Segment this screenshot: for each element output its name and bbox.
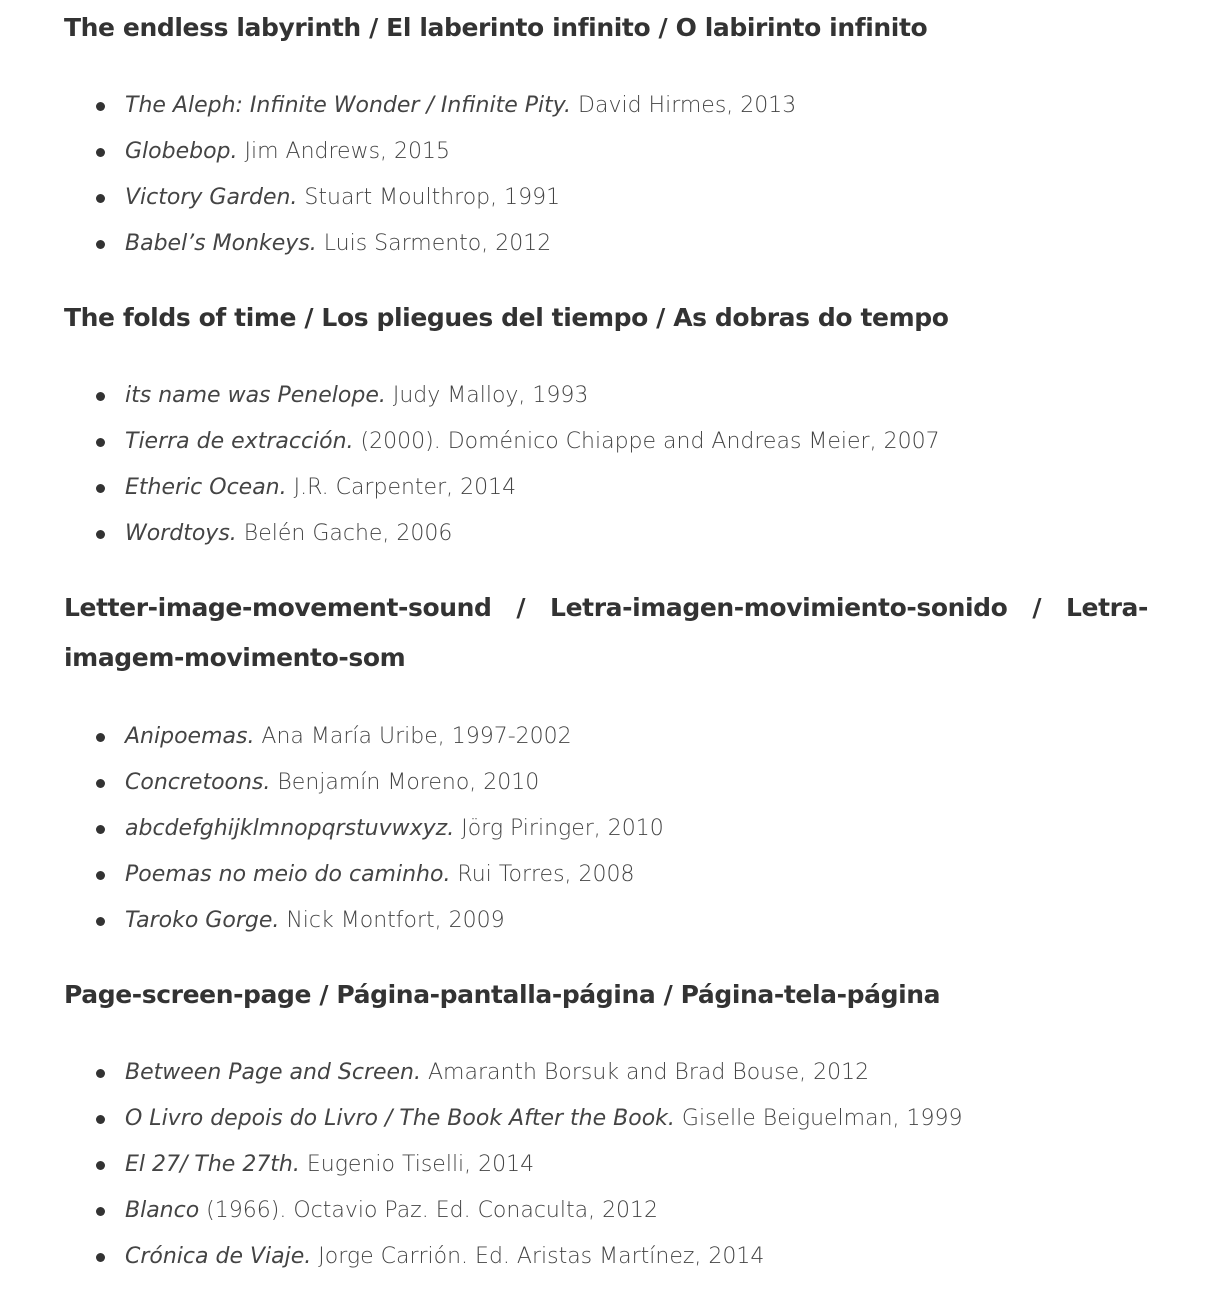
bullet-icon <box>96 392 105 401</box>
work-title[interactable]: Wordtoys. <box>125 521 237 546</box>
list-item <box>64 714 1148 760</box>
work-credit: Judy Malloy, 1993 <box>385 383 589 408</box>
work-title[interactable]: abcdefghijklmnopqrstuvwxyz. <box>125 816 455 841</box>
work-title[interactable]: Anipoemas. <box>125 724 255 749</box>
work-title[interactable]: Crónica de Viaje. <box>125 1244 312 1269</box>
work-title[interactable]: Etheric Ocean. <box>125 475 287 500</box>
work-title[interactable]: Concretoons. <box>125 770 271 795</box>
list-item <box>64 221 1148 267</box>
bullet-icon <box>96 194 105 203</box>
work-credit: Stuart Moulthrop, 1991 <box>297 185 561 210</box>
list-item <box>64 1234 1148 1280</box>
work-title[interactable]: Poemas no meio do caminho. <box>125 862 451 887</box>
list-item <box>64 1050 1148 1096</box>
bullet-icon <box>96 530 105 539</box>
work-title[interactable]: Blanco <box>125 1198 200 1223</box>
list-item <box>64 1188 1148 1234</box>
work-credit: Eugenio Tiselli, 2014 <box>299 1152 535 1177</box>
bullet-icon <box>96 917 105 926</box>
bullet-icon <box>96 240 105 249</box>
list-item <box>64 511 1148 557</box>
work-credit: Belén Gache, 2006 <box>236 521 453 546</box>
bullet-icon <box>96 438 105 447</box>
section-heading-endless-labyrinth: The endless labyrinth / El laberinto infinito / O labirinto infinito <box>64 13 928 42</box>
work-credit: David Hirmes, 2013 <box>571 93 797 118</box>
list-item <box>64 373 1148 419</box>
work-title[interactable]: its name was Penelope. <box>125 383 386 408</box>
list-item <box>64 419 1148 465</box>
bullet-icon <box>96 779 105 788</box>
list-item <box>64 806 1148 852</box>
work-credit: Jim Andrews, 2015 <box>237 139 451 164</box>
work-title[interactable]: O Livro depois do Livro / The Book After the Book. <box>125 1106 675 1131</box>
list-item <box>64 1142 1148 1188</box>
work-list-letter-image-movement-sound <box>64 714 1148 944</box>
bullet-icon <box>96 148 105 157</box>
list-item <box>64 465 1148 511</box>
work-title[interactable]: Taroko Gorge. <box>125 908 280 933</box>
bullet-icon <box>96 733 105 742</box>
work-credit: Benjamín Moreno, 2010 <box>270 770 540 795</box>
work-list-endless-labyrinth <box>64 83 1148 267</box>
work-title[interactable]: Babel’s Monkeys. <box>125 231 317 256</box>
work-title[interactable]: Globebop. <box>125 139 238 164</box>
work-credit: (2000). Doménico Chiappe and Andreas Meier, 2007 <box>353 429 940 454</box>
bullet-icon <box>96 484 105 493</box>
work-title[interactable]: El 27/ The 27th. <box>125 1152 300 1177</box>
work-credit: J.R. Carpenter, 2014 <box>286 475 517 500</box>
work-credit: Giselle Beiguelman, 1999 <box>674 1106 963 1131</box>
bullet-icon <box>96 871 105 880</box>
work-credit: Jorge Carrión. Ed. Aristas Martínez, 2014 <box>311 1244 765 1269</box>
list-item <box>64 175 1148 221</box>
list-item <box>64 1096 1148 1142</box>
work-credit: Amaranth Borsuk and Brad Bouse, 2012 <box>421 1060 870 1085</box>
list-item <box>64 852 1148 898</box>
section-heading-letter-image-movement-sound: Letter-image-movement-sound / Letra-imagen-movimiento-sonido / Letra-imagem-movimento-som <box>64 593 1148 672</box>
list-item <box>64 129 1148 175</box>
list-item <box>64 898 1148 944</box>
work-title[interactable]: The Aleph: Infinite Wonder / Infinite Pity. <box>125 93 572 118</box>
section-heading-page-screen-page: Page-screen-page / Página-pantalla-página / Página-tela-página <box>64 980 941 1009</box>
list-item <box>64 760 1148 806</box>
bullet-icon <box>96 825 105 834</box>
work-credit: Luis Sarmento, 2012 <box>316 231 552 256</box>
work-credit: Ana María Uribe, 1997-2002 <box>254 724 572 749</box>
section-heading-folds-of-time: The folds of time / Los pliegues del tiempo / As dobras do tempo <box>64 303 949 332</box>
list-item <box>64 83 1148 129</box>
work-list-folds-of-time <box>64 373 1148 557</box>
bullet-icon <box>96 1115 105 1124</box>
work-title[interactable]: Tierra de extracción. <box>125 429 354 454</box>
bullet-icon <box>96 1207 105 1216</box>
work-title[interactable]: Victory Garden. <box>125 185 298 210</box>
bullet-icon <box>96 1069 105 1078</box>
work-credit: Nick Montfort, 2009 <box>279 908 505 933</box>
work-list-page-screen-page <box>64 1050 1148 1280</box>
work-title[interactable]: Between Page and Screen. <box>125 1060 421 1085</box>
work-credit: Rui Torres, 2008 <box>450 862 635 887</box>
bullet-icon <box>96 1253 105 1262</box>
work-credit: Jörg Piringer, 2010 <box>454 816 664 841</box>
bullet-icon <box>96 1161 105 1170</box>
work-credit: (1966). Octavio Paz. Ed. Conaculta, 2012 <box>199 1198 659 1223</box>
bullet-icon <box>96 102 105 111</box>
